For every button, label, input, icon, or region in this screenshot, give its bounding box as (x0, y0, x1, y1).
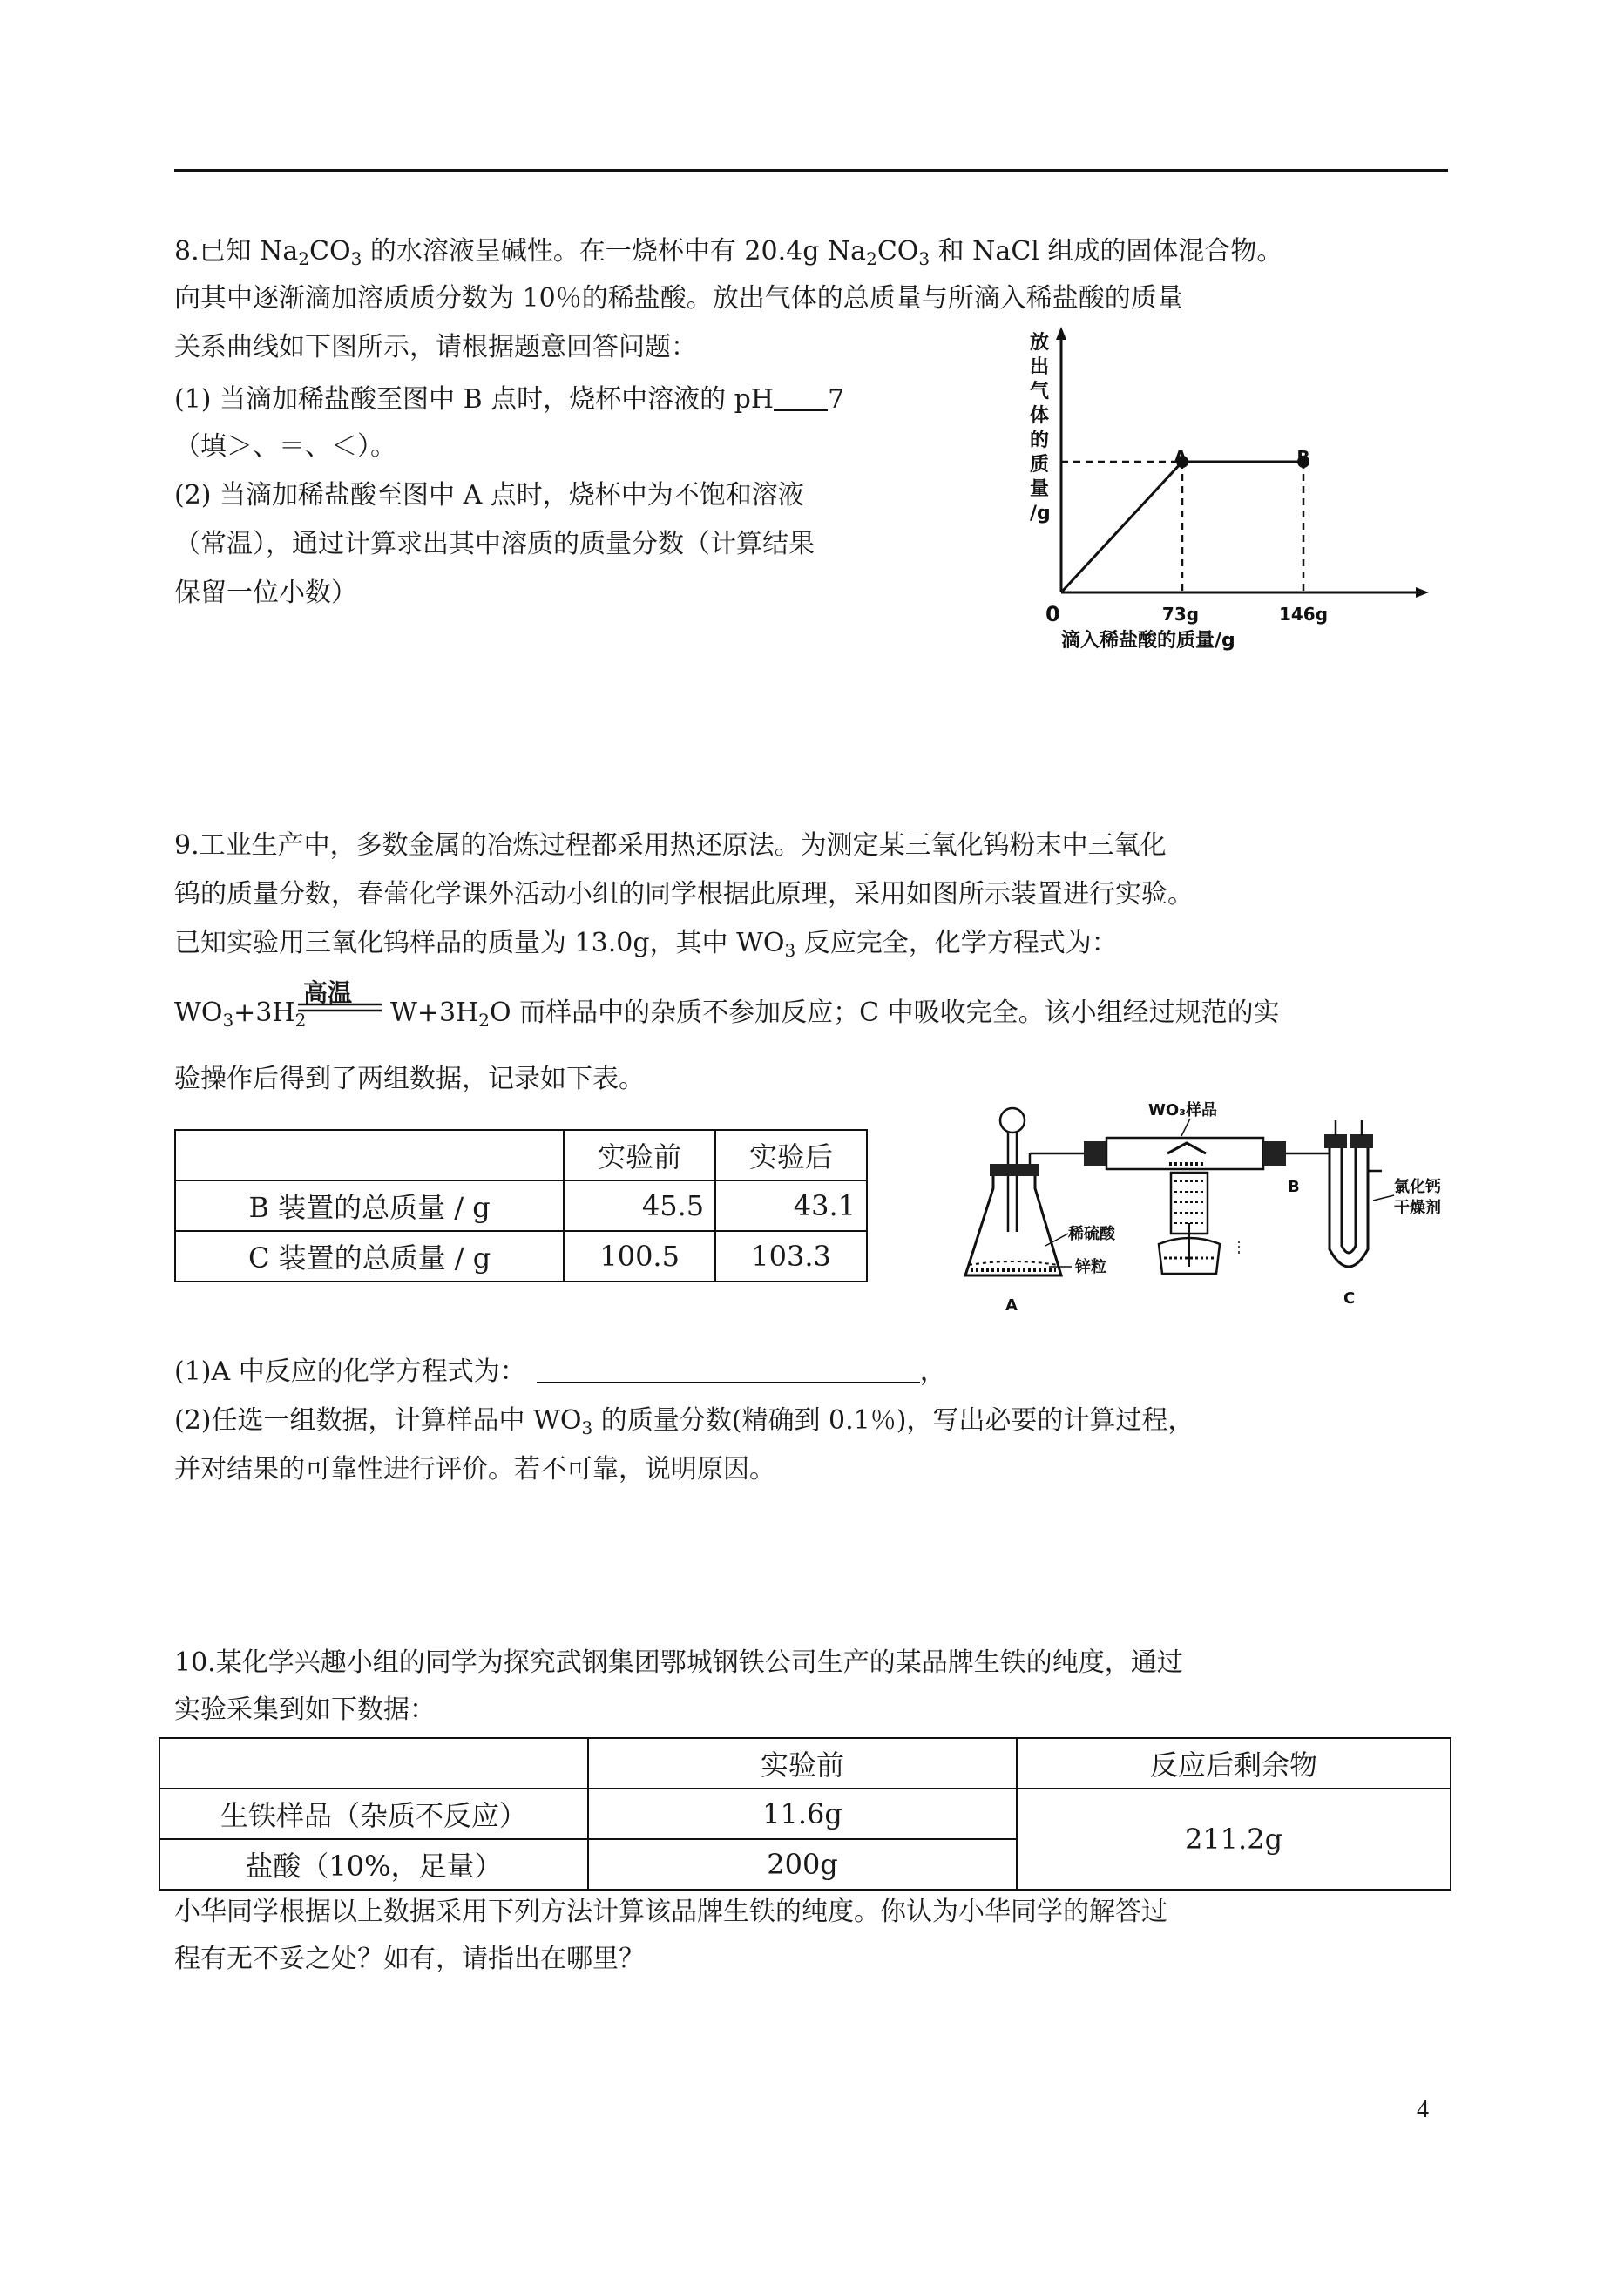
origin-label: 0 (1045, 602, 1060, 626)
q9-line1: 9.工业生产中，多数金属的冶炼过程都采用热还原法。为测定某三氧化钨粉末中三氧化 (174, 830, 1167, 861)
answer-blank (774, 383, 828, 411)
answer-blank (537, 1356, 920, 1383)
label-desiccant-line2: 干燥剂 (1394, 1199, 1441, 1217)
flask-a (965, 1108, 1072, 1275)
u-tube-c (1319, 1120, 1394, 1267)
q10-line3: 小华同学根据以上数据采用下列方法计算该品牌生铁的纯度。你认为小华同学的解答过 (174, 1897, 1167, 1927)
q8-sub1-line1: (1) 当滴加稀盐酸至图中 B 点时，烧杯中溶液的 pH 7 (174, 384, 845, 415)
label-zinc: 锌粒 (1075, 1258, 1106, 1276)
table-header: 实验前 (564, 1130, 715, 1180)
table-cell: B 装置的总质量 / g (175, 1180, 564, 1231)
table-cell: 11.6g (588, 1789, 1017, 1839)
q9-line5: 验操作后得到了两组数据，记录如下表。 (174, 1064, 645, 1094)
equation-equals-sign (298, 1002, 383, 1014)
table-cell (175, 1130, 564, 1180)
x-tick-label: 146g (1278, 604, 1329, 625)
table-header: 实验前 (588, 1738, 1017, 1789)
apparatus-diagram (958, 1101, 1455, 1319)
q8-line1: 8.已知 $Na_2CO_3$ 的水溶液呈碱性。在一烧杯中有 20.4g $Na_2CO_3$ 和 NaCl 组成的固体混合物。 (174, 236, 1283, 269)
page-number: 4 (1417, 2096, 1429, 2123)
q10-line4: 程有无不妥之处？如有，请指出在哪里？ (174, 1944, 645, 1974)
table-cell: 生铁样品（杂质不反应） (159, 1789, 588, 1839)
q8-sub2-line1: (2) 当滴加稀盐酸至图中 A 点时，烧杯中为不饱和溶液 (174, 480, 804, 511)
point-label-a: A (1174, 447, 1188, 468)
label-c: C (1343, 1289, 1356, 1308)
table-header-row (175, 1130, 867, 1180)
q9-line2: 钨的质量分数，春蕾化学课外活动小组的同学根据此原理，采用如图所示装置进行实验。 (174, 879, 1194, 910)
q10-data-table (159, 1737, 1451, 1891)
label-b: B (1288, 1178, 1300, 1196)
table-cell: 45.5 (564, 1180, 715, 1231)
x-axis-label: 滴入稀盐酸的质量/g (1061, 630, 1235, 652)
label-desiccant-line1: 氯化钙 (1394, 1178, 1441, 1196)
point-label-b: B (1296, 447, 1310, 468)
q8-line2: 向其中逐渐滴加溶质质分数为 10％的稀盐酸。放出气体的总质量与所滴入稀盐酸的质量 (174, 283, 1183, 314)
equation-condition: 高温 (303, 978, 353, 1007)
chart-series (1061, 456, 1309, 592)
q8-line3: 关系曲线如下图所示，请根据题意回答问题： (174, 332, 697, 362)
table-cell: 盐酸（10%，足量） (159, 1839, 588, 1890)
table-header-row (159, 1738, 1451, 1789)
q9-sub2-line1: (2)任选一组数据，计算样品中 $WO_3$ 的质量分数(精确到 0.1％)，写出必要的计算过程， (174, 1405, 1194, 1438)
table-header: 反应后剩余物 (1017, 1738, 1451, 1789)
q10-line2: 实验采集到如下数据： (174, 1694, 436, 1725)
q10-line1: 10.某化学兴趣小组的同学为探究武钢集团鄂城钢铁公司生产的某品牌生铁的纯度，通过 (174, 1647, 1183, 1678)
table-cell (159, 1738, 588, 1789)
y-axis-arrow (1056, 327, 1066, 340)
tube-b (1072, 1119, 1319, 1274)
table-cell: 200g (588, 1839, 1017, 1890)
q9-sub1: (1)A 中反应的化学方程式为： ， (174, 1356, 946, 1387)
q9-sub2-line2: 并对结果的可靠性进行评价。若不可靠，说明原因。 (174, 1454, 775, 1485)
gas-mass-chart (976, 322, 1429, 653)
q9-equation-right: $W+3H_2O$ 而样品中的杂质不参加反应；C 中吸收完全。该小组经过规范的实 (390, 998, 1280, 1031)
q8-sub2-line2: （常温），通过计算求出其中溶质的质量分数（计算结果 (174, 529, 815, 559)
table-row (175, 1180, 867, 1231)
q8-sub1-line2: （填＞、＝、＜）。 (174, 431, 396, 462)
x-tick-label: 73g (1161, 604, 1200, 625)
header-rule (174, 169, 1448, 172)
table-cell-merged: 211.2g (1017, 1789, 1451, 1890)
q9-line3: 已知实验用三氧化钨样品的质量为 13.0g，其中 $WO_3$ 反应完全，化学方程式为： (174, 928, 1118, 961)
table-row (159, 1789, 1451, 1839)
q8-sub2-line3: 保留一位小数） (174, 578, 357, 608)
x-axis-arrow (1416, 587, 1429, 598)
q9-data-table (174, 1129, 868, 1282)
table-cell: 103.3 (715, 1231, 867, 1282)
label-acid: 稀硫酸 (1068, 1225, 1115, 1243)
table-cell: 43.1 (715, 1180, 867, 1231)
table-cell: C 装置的总质量 / g (175, 1231, 564, 1282)
q9-equation-left: $WO_3+3H_2$ (174, 998, 307, 1031)
table-row (175, 1231, 867, 1282)
table-cell: 100.5 (564, 1231, 715, 1282)
label-sample: WO₃样品 (1148, 1101, 1218, 1119)
table-header: 实验后 (715, 1130, 867, 1180)
y-axis-label: 放 出 气 体 的 质 量 /g (1030, 332, 1051, 524)
label-a: A (1005, 1296, 1018, 1315)
